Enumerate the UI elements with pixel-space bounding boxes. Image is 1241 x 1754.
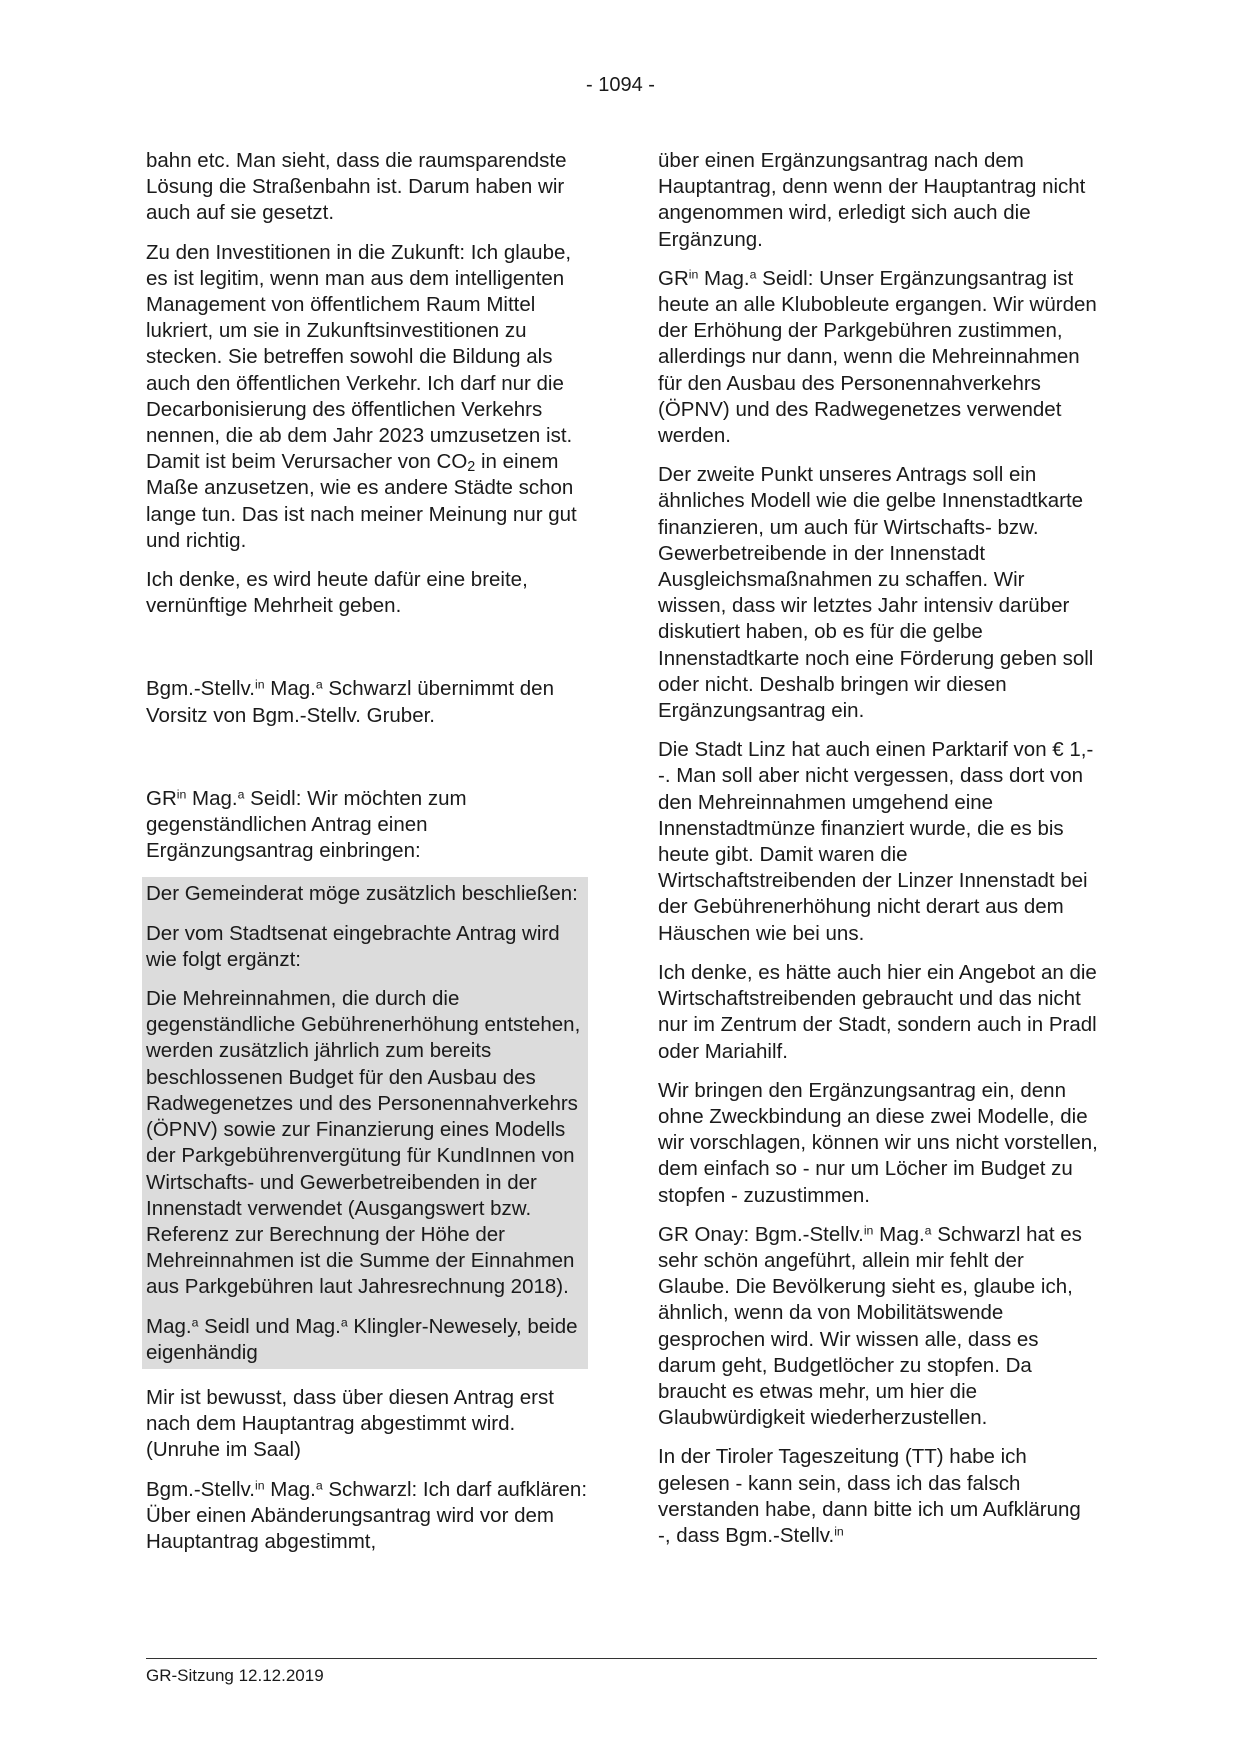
chair-change-note: Bgm.-Stellv.$^{in}$ Mag.$^a$ Schwarzl übernimmt den Vorsitz von Bgm.-Stellv. Gruber. (146, 677, 554, 727)
paragraph: Die Stadt Linz hat auch einen Parktarif von € 1,--. Man soll aber nicht vergessen, dass dort von den Mehreinnahmen umgehend eine Innenstadtmünze finanziert wurde, die es bis heute gibt. Damit waren die Wirtschaftstreibenden der Linzer Innenstadt bei der Gebührenerhöhung nicht derart aus dem Häuschen wie bei uns. (658, 738, 1094, 945)
paragraph: bahn etc. Man sieht, dass die raumsparendste Lösung die Straßenbahn ist. Darum haben wir auch auf sie gesetzt. (146, 149, 567, 225)
paragraph: Mir ist bewusst, dass über diesen Antrag erst nach dem Hauptantrag abgestimmt wird. (Unruhe im Saal) (146, 1385, 554, 1462)
paragraph: Ich denke, es wird heute dafür eine breite, vernünftige Mehrheit geben. (146, 568, 528, 618)
paragraph: $GR^{in}$ Mag.$^a$ Seidl: Wir möchten zum gegenständlichen Antrag einen Ergänzungsantrag einbringen: (146, 786, 467, 863)
motion-paragraph: Die Mehreinnahmen, die durch die gegenständliche Gebührenerhöhung entstehen, werden zusätzlich jährlich zum bereits beschlossenen Budget für den Ausbau des Radwegenetzes und des Personennahverkehrs (ÖPNV) sowie zur Finanzierung eines Modells der Parkgebührenvergütung für KundInnen von Wirtschafts- und Gewerbetreibenden in der Innenstadt verwendet (Ausgangswert bzw. Referenz zur Berechnung der Höhe der Mehreinnahmen ist die Summe der Einnahmen aus Parkgebühren laut Jahresrechnung 2018). (146, 987, 581, 1299)
paragraph: über einen Ergänzungsantrag nach dem Hauptantrag, denn wenn der Hauptantrag nicht angenommen wird, erledigt sich auch die Ergänzung. (658, 149, 1086, 251)
paragraph: Zu den Investitionen in die Zukunft: Ich glaube, es ist legitim, wenn man aus dem intelligenten Management von öffentlichem Raum Mittel lukriert, um sie in Zukunftsinvestitionen zu stecken. Sie betreffen sowohl die Bildung als auch den öffentlichen Verkehr. Ich darf nur die Decarbonisierung des öffentlichen Verkehrs nennen, die ab dem Jahr 2023 umzusetzen ist. Damit ist beim Verursacher von $CO_2$ in einem Maße anzusetzen, wie es andere Städte schon lange tun. Das ist nach meiner Meinung nur gut und richtig. (146, 240, 577, 552)
paragraph: Ich denke, es hätte auch hier ein Angebot an die Wirtschaftstreibenden gebraucht und das nicht nur im Zentrum der Stadt, sondern auch in Pradl oder Mariahilf. (658, 960, 1097, 1063)
footer-session-date: GR-Sitzung 12.12.2019 (146, 1666, 324, 1685)
paragraph: Der zweite Punkt unseres Antrags soll ein ähnliches Modell wie die gelbe Innenstadtkarte finanzieren, um auch für Wirtschafts- bzw. Gewerbetreibende in der Innenstadt Ausgleichsmaßnahmen zu schaffen. Wir wissen, dass wir letztes Jahr intensiv darüber diskutiert haben, ob es für die gelbe Innenstadtkarte noch eine Förderung geben soll oder nicht. Deshalb bringen wir diesen Ergänzungsantrag ein. (658, 463, 1094, 723)
footer-divider (146, 1658, 1097, 1659)
paragraph: In der Tiroler Tageszeitung (TT) habe ich gelesen - kann sein, dass ich das falsch verstanden habe, dann bitte ich um Aufklärung -, dass Bgm.-Stellv.$^{in}$ (658, 1445, 1081, 1547)
left-column (146, 148, 588, 1568)
paragraph: Wir bringen den Ergänzungsantrag ein, denn ohne Zweckbindung an diese zwei Modelle, die wir vorschlagen, können wir uns nicht vorstellen, dem einfach so - nur um Löcher im Budget zu stopfen - zuzustimmen. (658, 1078, 1098, 1207)
motion-signatories: Mag.$^a$ Seidl und Mag.$^a$ Klingler-Newesely, beide eigenhändig (146, 1314, 578, 1364)
right-column (658, 148, 1098, 1562)
motion-text-box (142, 877, 588, 1368)
paragraph: Bgm.-Stellv.$^{in}$ Mag.$^a$ Schwarzl: Ich darf aufklären: Über einen Abänderungsantrag wird vor dem Hauptantrag abgestimmt, (146, 1477, 588, 1553)
motion-paragraph: Der Gemeinderat möge zusätzlich beschließen: (146, 882, 578, 906)
paragraph: GR Onay: Bgm.-Stellv.$^{in}$ Mag.$^a$ Schwarzl hat es sehr schön angeführt, allein mir fehlt der Glaube. Die Bevölkerung sieht es, glaube ich, ähnlich, wenn da von Mobilitätswende gesprochen wird. Wir wissen alle, dass es darum geht, Budgetlöcher zu stopfen. Da braucht es etwas mehr, um hier die Glaubwürdigkeit wiederherzustellen. (658, 1222, 1082, 1430)
page-number: - 1094 - (586, 74, 655, 96)
motion-paragraph: Der vom Stadtsenat eingebrachte Antrag wird wie folgt ergänzt: (146, 921, 560, 971)
paragraph: $GR^{in}$ Mag.$^a$ Seidl: Unser Ergänzungsantrag ist heute an alle Klubobleute ergangen. Wir würden der Erhöhung der Parkgebühren zustimmen, allerdings nur dann, wenn die Mehreinnahmen für den Ausbau des Personennahverkehrs (ÖPNV) und des Radwegenetzes verwendet werden. (658, 266, 1097, 448)
